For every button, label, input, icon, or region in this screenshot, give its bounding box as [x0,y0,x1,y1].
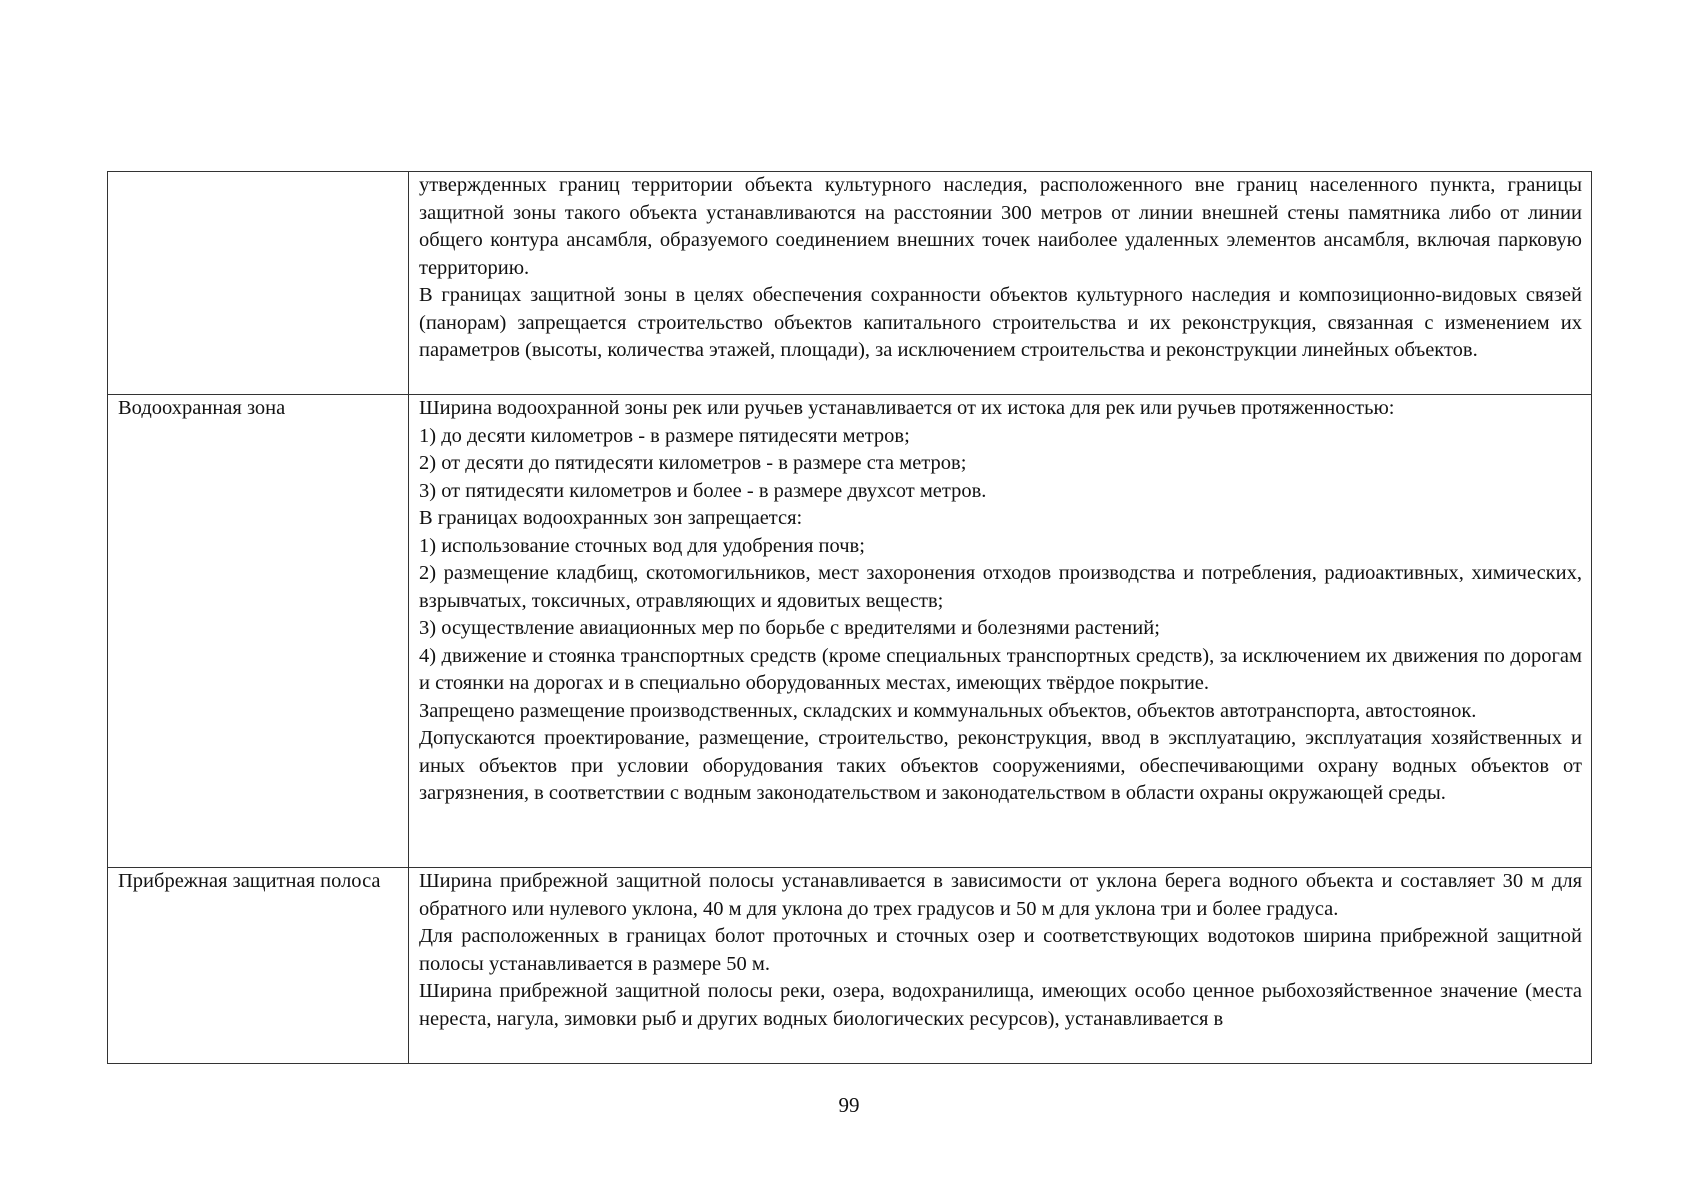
zone-description-cell [409,868,1592,1064]
list-item: 2) размещение кладбищ, скотомогильников, мест захоронения отходов производства и потребления, радиоактивных, химических, взрывчатых, токсичных, отравляющих и ядовитых веществ; [419,562,1582,612]
paragraph: Ширина прибрежной защитной полосы устанавливается в зависимости от уклона берега водного объекта и составляет 30 м для обратного или нулевого уклона, 40 м для уклона до трех градусов и 50 м для уклона три и более градуса. [419,870,1582,920]
zone-name-cell [108,868,409,1064]
list-item: 1) использование сточных вод для удобрения почв; [419,534,865,557]
page-number: 99 [838,1093,860,1117]
table-row [108,868,1592,1064]
list-item: 1) до десяти километров - в размере пятидесяти метров; [419,424,910,447]
zone-name-cell [108,395,409,868]
zone-name: Водоохранная зона [118,397,286,419]
zone-name-cell [108,172,409,395]
paragraph: Ширина водоохранной зоны рек или ручьев устанавливается от их истока для рек или ручьев протяженностью: [419,397,1395,419]
paragraph: Ширина прибрежной защитной полосы реки, озера, водохранилища, имеющих особо ценное рыбохозяйственное значение (места нереста, нагула, зимовки рыб и других водных биологических ресурсов), устанавливается в [419,980,1582,1030]
list-item: 4) движение и стоянка транспортных средств (кроме специальных транспортных средств), за исключением их движения по дорогам и стоянки на дорогах и в специально оборудованных местах, имеющих твёрдое покрытие. [419,644,1582,694]
paragraph: Для расположенных в границах болот проточных и сточных озер и соответствующих водотоков ширина прибрежной защитной полосы устанавливается в размере 50 м. [419,925,1582,975]
paragraph: Допускаются проектирование, размещение, строительство, реконструкция, ввод в эксплуатацию, эксплуатация хозяйственных и иных объектов при условии оборудования таких объектов сооружениями, обеспечивающими охрану водных объектов от загрязнения, в соответствии с водным законодательством и законодательством в области охраны окружающей среды. [419,727,1582,804]
paragraph: Запрещено размещение производственных, складских и коммунальных объектов, объектов автотранспорта, автостоянок. [419,699,1477,722]
paragraph: В границах водоохранных зон запрещается: [419,507,803,529]
zone-description-cell [409,395,1592,868]
zones-table [107,171,1592,1064]
zone-name: Прибрежная защитная полоса [118,870,381,892]
list-item: 3) от пятидесяти километров и более - в размере двухсот метров. [419,479,987,502]
paragraph: утвержденных границ территории объекта культурного наследия, расположенного вне границ населенного пункта, границы защитной зоны такого объекта устанавливаются на расстоянии 300 метров от линии внешней стены памятника либо от линии общего контура ансамбля, образуемого соединением внешних точек наиболее удаленных элементов ансамбля, включая парковую территорию. [419,174,1582,279]
list-item: 2) от десяти до пятидесяти километров - в размере ста метров; [419,452,967,474]
table-row [108,395,1592,868]
list-item: 3) осуществление авиационных мер по борьбе с вредителями и болезнями растений; [419,617,1160,639]
table-row [108,172,1592,395]
paragraph: В границах защитной зоны в целях обеспечения сохранности объектов культурного наследия и композиционно-видовых связей (панорам) запрещается строительство объектов капитального строительства и их реконструкция, связанная с изменением их параметров (высоты, количества этажей, площади), за исключением строительства и реконструкции линейных объектов. [419,284,1582,361]
zone-description-cell [409,172,1592,395]
